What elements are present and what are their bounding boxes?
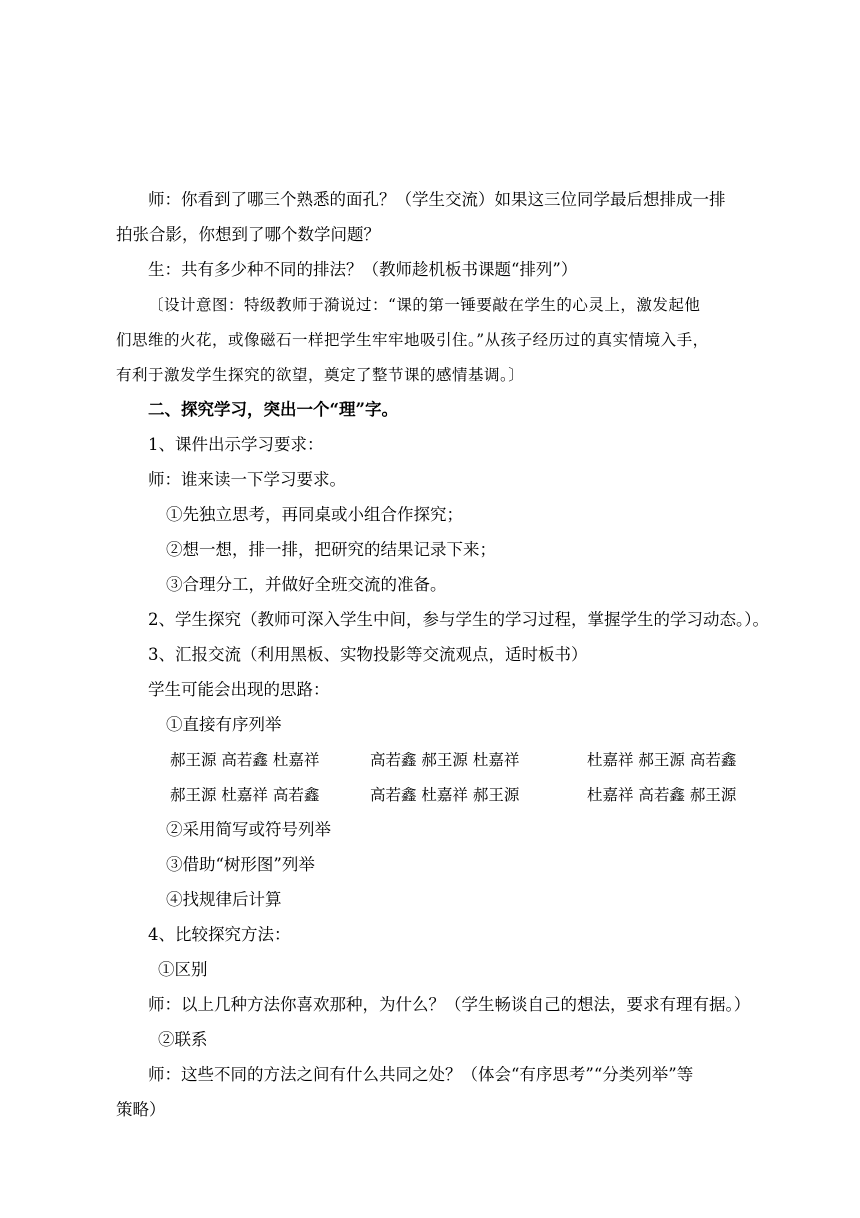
idea-1: ①直接有序列举 (166, 715, 282, 734)
step-4-heading: 4、比较探究方法： (148, 925, 291, 944)
connection-label: ②联系 (158, 1030, 208, 1049)
requirement-3: ③合理分工，并做好全班交流的准备。 (166, 575, 447, 594)
section-heading: 二、探究学习，突出一个“理”字。 (148, 400, 398, 419)
idea-2: ②采用简写或符号列举 (166, 820, 331, 839)
arrangement-group: 郝王源 杜嘉祥 高若鑫 (170, 786, 320, 804)
step-2-heading: 2、学生探究（教师可深入学生中间，参与学生的学习过程，掌握学生的学习动态。）。 (148, 610, 769, 629)
teacher-question-common-cont: 策略） (116, 1100, 166, 1119)
arrangement-group: 高若鑫 杜嘉祥 郝王源 (370, 786, 520, 804)
step-1-heading: 1、课件出示学习要求： (148, 435, 324, 454)
design-intent-line-2: 们思维的火花，或像磁石一样把学生牢牢地吸引住。”从孩子经历过的真实情境入手， (116, 331, 709, 349)
arrangement-group: 杜嘉祥 高若鑫 郝王源 (587, 786, 737, 804)
idea-3: ③借助“树形图”列举 (166, 855, 315, 874)
teacher-question-methods: 师：以上几种方法你喜欢那种，为什么？（学生畅谈自己的想法，要求有理有据。） (148, 995, 751, 1014)
requirement-1: ①先独立思考，再同桌或小组合作探究； (166, 505, 463, 524)
possible-ideas-intro: 学生可能会出现的思路： (148, 680, 330, 699)
arrangement-group: 高若鑫 郝王源 杜嘉祥 (370, 751, 520, 769)
teacher-question-line: 师：你看到了哪三个熟悉的面孔？（学生交流）如果这三位同学最后想排成一排 (148, 190, 726, 209)
step-3-heading: 3、汇报交流（利用黑板、实物投影等交流观点，适时板书） (148, 645, 588, 664)
arrangement-group: 郝王源 高若鑫 杜嘉祥 (170, 751, 320, 769)
arrangement-group: 杜嘉祥 郝王源 高若鑫 (587, 751, 737, 769)
teacher-question-line-cont: 拍张合影，你想到了哪个数学问题？ (116, 225, 380, 244)
requirement-2: ②想一想，排一排，把研究的结果记录下来； (166, 540, 496, 559)
design-intent-line-3: 有利于激发学生探究的欲望，奠定了整节课的感情基调。〕 (116, 366, 525, 384)
design-intent-line-1: 〔设计意图：特级教师于漪说过：“课的第一锤要敲在学生的心灵上，激发起他 (148, 296, 701, 314)
teacher-question-common: 师：这些不同的方法之间有什么共同之处？（体会“有序思考”“分类列举”等 (148, 1065, 694, 1084)
idea-4: ④找规律后计算 (166, 890, 282, 909)
student-answer-line: 生：共有多少种不同的排法？（教师趁机板书课题“排列”） (148, 260, 578, 279)
teacher-instruction: 师：谁来读一下学习要求。 (148, 470, 346, 489)
difference-label: ①区别 (158, 960, 208, 979)
